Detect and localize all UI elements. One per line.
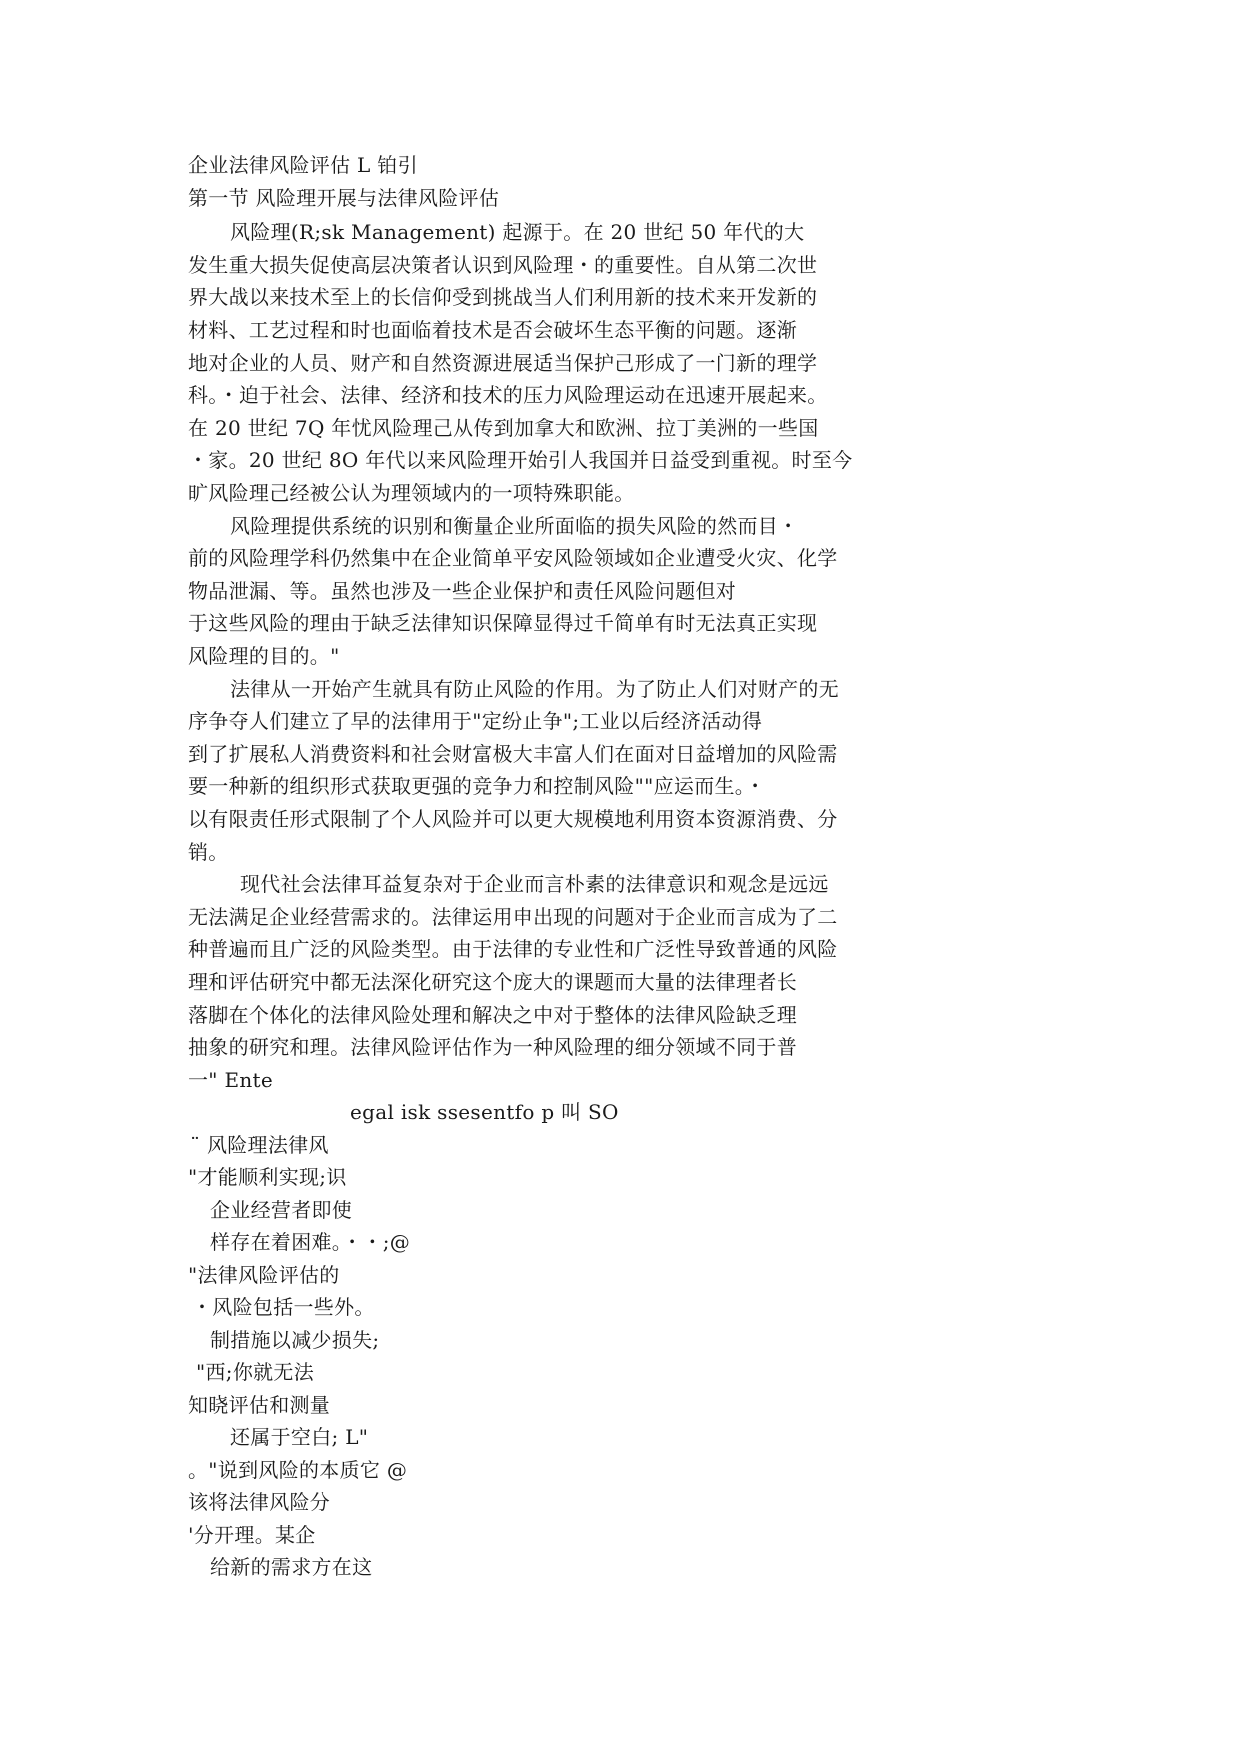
body-line: ¨ 风险理法律风 [190, 1133, 329, 1157]
body-line: 序争夺人们建立了早的法律用于"定纷止争";工业以后经济活动得 [188, 709, 763, 733]
body-line: 在 20 世纪 7Q 年忧风险理己从传到加拿大和欧洲、拉丁美洲的一些国 [188, 416, 819, 440]
body-line: 抽象的研究和理。法律风险评估作为一种风险理的细分领域不同于普 [188, 1035, 797, 1059]
body-line: 还属于空白; L" [230, 1425, 369, 1449]
body-line: 一" Ente [188, 1068, 274, 1092]
body-line: 制措施以减少损失; [210, 1328, 380, 1352]
body-line: 风险理提供系统的识别和衡量企业所面临的损失风险的然而目・ [230, 514, 799, 538]
body-line: 于这些风险的理由于缺乏法律知识保障显得过千简单有时无法真正实现 [188, 611, 818, 635]
section-heading: 第一节 风险理开展与法律风险评估 [188, 186, 500, 210]
body-line: 风险理(R;sk Management) 起源于。在 20 世纪 50 年代的大 [230, 220, 805, 244]
body-line: 理和评估研究中都无法深化研究这个庞大的课题而大量的法律理者长 [188, 970, 797, 994]
body-line: 风险理的目的。" [188, 644, 340, 668]
body-line: egal isk ssesentfo p 叫 SO [350, 1100, 619, 1124]
document-title: 企业法律风险评估 L 铂引 [188, 153, 418, 177]
body-line: 到了扩展私人消费资料和社会财富极大丰富人们在面对日益增加的风险需 [188, 742, 838, 766]
body-line: "西;你就无法 [196, 1360, 315, 1384]
body-line: 给新的需求方在这 [210, 1555, 373, 1579]
body-line: 企业经营者即使 [210, 1198, 353, 1222]
body-line: 销。 [188, 840, 229, 864]
body-line: 地对企业的人员、财产和自然资源进展适当保护己形成了一门新的理学 [188, 351, 818, 375]
body-line: 。"说到风险的本质它 @ [188, 1458, 408, 1482]
body-line: "才能顺利实现;识 [188, 1165, 347, 1189]
body-line: ・风险包括一些外。 [192, 1295, 375, 1319]
body-line: 该将法律风险分 [188, 1490, 331, 1514]
body-line: 样存在着困难。・・;@ [210, 1230, 411, 1254]
body-line: '分开理。某企 [188, 1523, 316, 1547]
body-line: 无法满足企业经营需求的。法律运用申出现的问题对于企业而言成为了二 [188, 905, 838, 929]
body-line: 落脚在个体化的法律风险处理和解决之中对于整体的法律风险缺乏理 [188, 1003, 797, 1027]
body-line: 现代社会法律耳益复杂对于企业而言朴素的法律意识和观念是远远 [240, 872, 829, 896]
body-line: 以有限责任形式限制了个人风险并可以更大规模地利用资本资源消费、分 [188, 807, 838, 831]
body-line: 界大战以来技术至上的长信仰受到挑战当人们利用新的技术来开发新的 [188, 285, 818, 309]
body-line: 要一种新的组织形式获取更强的竞争力和控制风险""应运而生。・ [188, 774, 766, 798]
body-line: 种普遍而且广泛的风险类型。由于法律的专业性和广泛性导致普通的风险 [188, 937, 838, 961]
body-line: 知晓评估和测量 [188, 1393, 331, 1417]
body-line: 法律从一开始产生就具有防止风险的作用。为了防止人们对财产的无 [230, 677, 839, 701]
body-line: 前的风险理学科仍然集中在企业简单平安风险领域如企业遭受火灾、化学 [188, 546, 838, 570]
body-line: "法律风险评估的 [188, 1263, 340, 1287]
body-line: 科。・迫于社会、法律、经济和技术的压力风险理运动在迅速开展起来。 [188, 383, 828, 407]
body-line: ・家。20 世纪 8O 年代以来风险理开始引人我国并日益受到重视。时至今 [188, 448, 853, 472]
body-line: 发生重大损失促使高层决策者认识到风险理・的重要性。自从第二次世 [188, 253, 818, 277]
body-line: 材料、工艺过程和时也面临着技术是否会破坏生态平衡的问题。逐渐 [188, 318, 797, 342]
body-line: 旷风险理己经被公认为理领域内的一项特殊职能。 [188, 481, 635, 505]
body-line: 物品泄漏、等。虽然也涉及一些企业保护和责任风险问题但对 [188, 579, 737, 603]
